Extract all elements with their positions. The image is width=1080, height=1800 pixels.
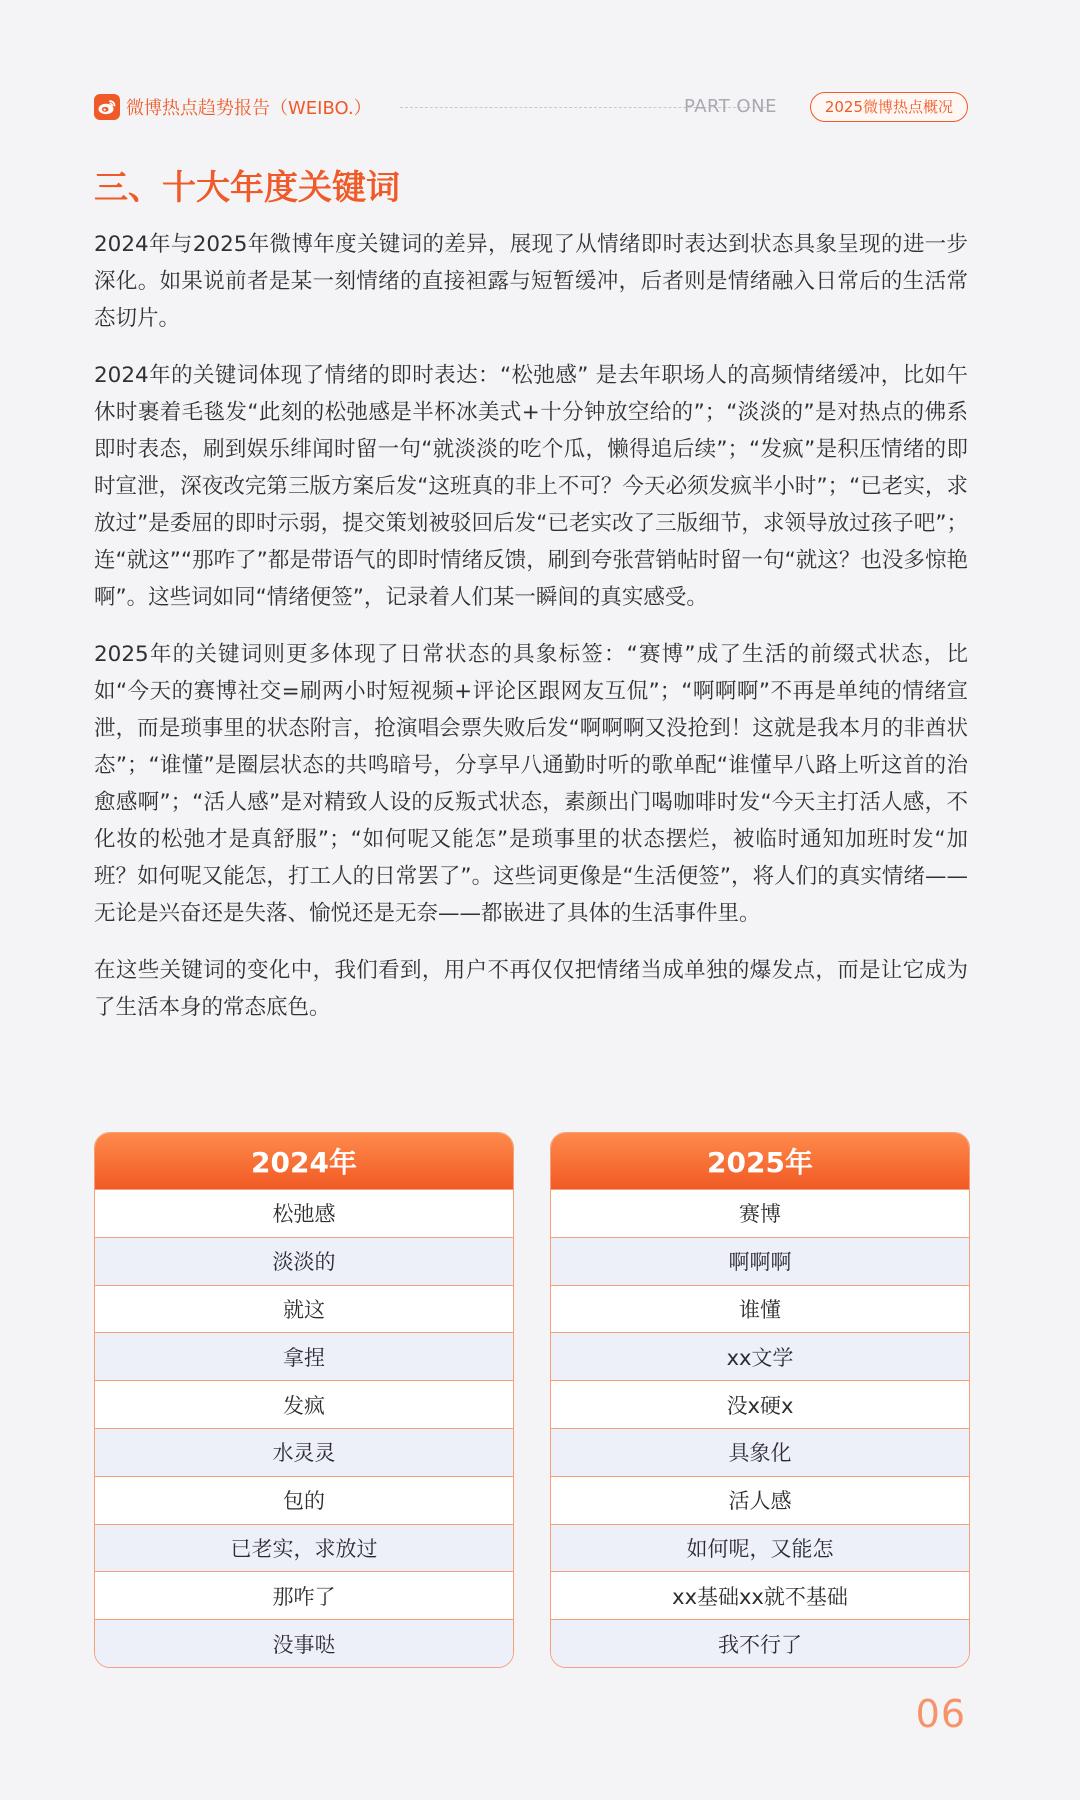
page-header [94, 90, 968, 124]
table-row: 具象化 [551, 1428, 969, 1476]
table-row: 就这 [95, 1285, 513, 1333]
table-row: 没x硬x [551, 1380, 969, 1428]
table-row: 啊啊啊 [551, 1237, 969, 1285]
paragraph-conclusion: 在这些关键词的变化中，我们看到，用户不再仅仅把情绪当成单独的爆发点，而是让它成为了生活本身的常态底色。 [94, 958, 968, 1020]
keyword-tables [94, 1132, 968, 1668]
table-row: 已老实，求放过 [95, 1524, 513, 1572]
part-label: PART ONE [684, 96, 777, 117]
section-badge: 2025微博热点概况 [810, 92, 968, 122]
keywords-2025-table [550, 1132, 970, 1668]
table-row: 如何呢，又能怎 [551, 1524, 969, 1572]
table-row: 发疯 [95, 1380, 513, 1428]
table-row: xx文学 [551, 1332, 969, 1380]
table-row: 水灵灵 [95, 1428, 513, 1476]
table-row: 赛博 [551, 1189, 969, 1237]
table-header-2025: 2025年 [551, 1133, 969, 1189]
table-body-2024 [95, 1189, 513, 1667]
brand [94, 92, 372, 122]
table-row: 我不行了 [551, 1619, 969, 1667]
body-text [94, 226, 968, 1046]
paragraph-intro: 2024年与2025年微博年度关键词的差异，展现了从情绪即时表达到状态具象呈现的进一步深化。如果说前者是某一刻情绪的直接袒露与短暂缓冲，后者则是情绪融入日常后的生活常态切片。 [94, 232, 968, 331]
paragraph-2024: 2024年的关键词体现了情绪的即时表达：“松弛感” 是去年职场人的高频情绪缓冲，比如午休时裹着毛毯发“此刻的松弛感是半杯冰美式+十分钟放空给的”；“淡淡的”是对热点的佛系即时表态，刷到娱乐绯闻时留一句“就淡淡的吃个瓜，懒得追后续”；“发疯”是积压情绪的即时宣泄，深夜改完第三版方案后发“这班真的非上不可？今天必须发疯半小时”；“已老实，求放过”是委屈的即时示弱，提交策划被驳回后发“已老实改了三版细节，求领导放过孩子吧”；连“就这”“那咋了”都是带语气的即时情绪反馈，刷到夸张营销帖时留一句“就这？也没多惊艳啊”。这些词如同“情绪便签”，记录着人们某一瞬间的真实感受。 [94, 363, 968, 610]
table-row: 那咋了 [95, 1571, 513, 1619]
table-row: 谁懂 [551, 1285, 969, 1333]
paragraph-2025: 2025年的关键词则更多体现了日常状态的具象标签：“赛博”成了生活的前缀式状态，比如“今天的赛博社交=刷两小时短视频+评论区跟网友互侃”；“啊啊啊”不再是单纯的情绪宣泄，而是琐事里的状态附言，抢演唱会票失败后发“啊啊啊又没抢到！这就是我本月的非酋状态”；“谁懂”是圈层状态的共鸣暗号，分享早八通勤时听的歌单配“谁懂早八路上听这首的治愈感啊”；“活人感”是对精致人设的反叛式状态，素颜出门喝咖啡时发“今天主打活人感，不化妆的松弛才是真舒服”；“如何呢又能怎”是琐事里的状态摆烂，被临时通知加班时发“加班？如何呢又能怎，打工人的日常罢了”。这些词更像是“生活便签”，将人们的真实情绪——无论是兴奋还是失落、愉悦还是无奈——都嵌进了具体的生活事件里。 [94, 642, 968, 926]
table-row: 松弛感 [95, 1189, 513, 1237]
table-body-2025 [551, 1189, 969, 1667]
table-row: 包的 [95, 1476, 513, 1524]
table-header-2024: 2024年 [95, 1133, 513, 1189]
table-row: 没事哒 [95, 1619, 513, 1667]
page-number: 06 [915, 1692, 966, 1736]
section-title: 三、十大年度关键词 [94, 168, 400, 208]
keywords-2024-table [94, 1132, 514, 1668]
table-row: 淡淡的 [95, 1237, 513, 1285]
table-row: 活人感 [551, 1476, 969, 1524]
table-row: 拿捏 [95, 1332, 513, 1380]
brand-title: 微博热点趋势报告（WEIBO.） [126, 98, 372, 119]
weibo-logo-icon [94, 94, 120, 120]
table-row: xx基础xx就不基础 [551, 1571, 969, 1619]
